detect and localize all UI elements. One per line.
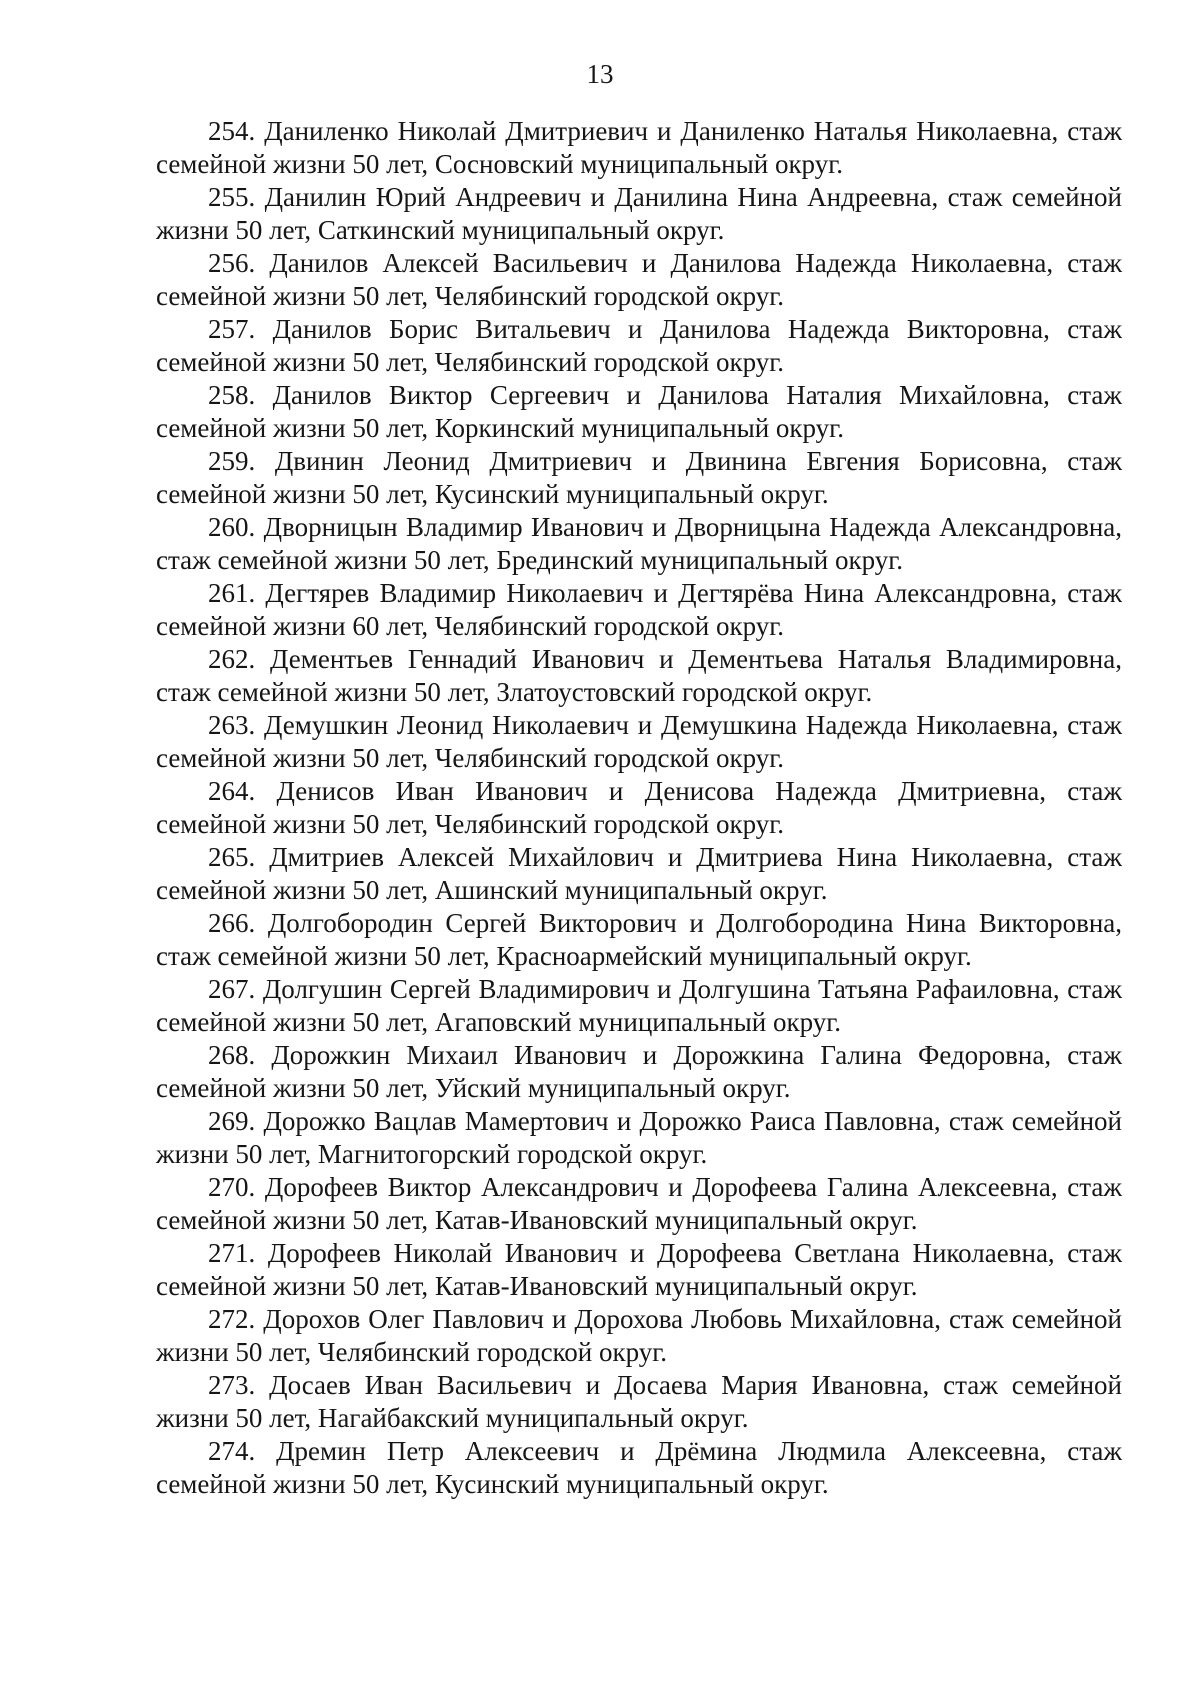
list-item bbox=[156, 247, 1122, 313]
item-number: 262. bbox=[208, 644, 256, 674]
list-item bbox=[156, 115, 1122, 181]
list-item bbox=[156, 1435, 1122, 1501]
item-text: Дементьев Геннадий Иванович и Дементьева Наталья Владимировна, стаж семейной жизни 50 лет, Златоустовский городской округ. bbox=[156, 644, 1122, 707]
item-number: 273. bbox=[208, 1370, 256, 1400]
list-item bbox=[156, 313, 1122, 379]
item-number: 257. bbox=[208, 314, 256, 344]
item-number: 268. bbox=[208, 1040, 256, 1070]
item-text: Двинин Леонид Дмитриевич и Двинина Евгения Борисовна, стаж семейной жизни 50 лет, Кусинский муниципальный округ. bbox=[156, 446, 1123, 509]
list-item bbox=[156, 775, 1122, 841]
item-number: 259. bbox=[208, 446, 256, 476]
list-item bbox=[156, 1171, 1122, 1237]
item-number: 266. bbox=[208, 908, 256, 938]
list-item bbox=[156, 577, 1122, 643]
list-item bbox=[156, 511, 1122, 577]
item-number: 258. bbox=[208, 380, 256, 410]
list-item bbox=[156, 1105, 1122, 1171]
item-text: Дворницын Владимир Иванович и Дворницына Надежда Александровна, стаж семейной жизни 50 лет, Брединский муниципальный округ. bbox=[156, 512, 1122, 575]
item-text: Дмитриев Алексей Михайлович и Дмитриева Нина Николаевна, стаж семейной жизни 50 лет, Ашинский муниципальный округ. bbox=[156, 842, 1122, 905]
item-text: Долгобородин Сергей Викторович и Долгобородина Нина Викторовна, стаж семейной жизни 50 лет, Красноармейский муниципальный округ. bbox=[156, 908, 1123, 971]
item-text: Денисов Иван Иванович и Денисова Надежда Дмитриевна, стаж семейной жизни 50 лет, Челябинский городской округ. bbox=[156, 776, 1122, 839]
list-item bbox=[156, 445, 1122, 511]
award-list bbox=[156, 115, 1122, 1501]
list-item bbox=[156, 379, 1122, 445]
list-item bbox=[156, 643, 1122, 709]
item-text: Данилов Борис Витальевич и Данилова Надежда Викторовна, стаж семейной жизни 50 лет, Челябинский городской округ. bbox=[156, 314, 1123, 377]
list-item bbox=[156, 181, 1122, 247]
item-text: Даниленко Николай Дмитриевич и Даниленко Наталья Николаевна, стаж семейной жизни 50 лет, Сосновский муниципальный округ. bbox=[156, 116, 1123, 179]
item-number: 260. bbox=[208, 512, 256, 542]
item-number: 271. bbox=[208, 1238, 256, 1268]
item-text: Данилин Юрий Андреевич и Данилина Нина Андреевна, стаж семейной жизни 50 лет, Саткинский муниципальный округ. bbox=[156, 182, 1122, 245]
item-number: 267. bbox=[208, 974, 256, 1004]
item-number: 265. bbox=[208, 842, 256, 872]
item-number: 254. bbox=[208, 116, 256, 146]
item-text: Данилов Виктор Сергеевич и Данилова Наталия Михайловна, стаж семейной жизни 50 лет, Коркинский муниципальный округ. bbox=[156, 380, 1122, 443]
item-text: Дорохов Олег Павлович и Дорохова Любовь Михайловна, стаж семейной жизни 50 лет, Челябинский городской округ. bbox=[156, 1304, 1122, 1367]
item-number: 255. bbox=[208, 182, 256, 212]
item-text: Дремин Петр Алексеевич и Дрёмина Людмила Алексеевна, стаж семейной жизни 50 лет, Кусинский муниципальный округ. bbox=[156, 1436, 1123, 1499]
list-item bbox=[156, 1039, 1122, 1105]
list-item bbox=[156, 841, 1122, 907]
item-number: 274. bbox=[208, 1436, 256, 1466]
item-text: Дорожко Вацлав Мамертович и Дорожко Раиса Павловна, стаж семейной жизни 50 лет, Магнитогорский городской округ. bbox=[156, 1106, 1122, 1169]
item-number: 263. bbox=[208, 710, 256, 740]
item-number: 270. bbox=[208, 1172, 256, 1202]
item-text: Долгушин Сергей Владимирович и Долгушина Татьяна Рафаиловна, стаж семейной жизни 50 лет, Агаповский муниципальный округ. bbox=[156, 974, 1122, 1037]
list-item bbox=[156, 973, 1122, 1039]
item-text: Дорофеев Николай Иванович и Дорофеева Светлана Николаевна, стаж семейной жизни 50 лет, Катав-Ивановский муниципальный округ. bbox=[156, 1238, 1122, 1301]
list-item bbox=[156, 907, 1122, 973]
item-number: 256. bbox=[208, 248, 256, 278]
item-text: Досаев Иван Васильевич и Досаева Мария Ивановна, стаж семейной жизни 50 лет, Нагайбакский муниципальный округ. bbox=[156, 1370, 1123, 1433]
list-item bbox=[156, 1303, 1122, 1369]
item-text: Демушкин Леонид Николаевич и Демушкина Надежда Николаевна, стаж семейной жизни 50 лет, Челябинский городской округ. bbox=[156, 710, 1122, 773]
list-item bbox=[156, 709, 1122, 775]
item-number: 269. bbox=[208, 1106, 256, 1136]
item-text: Дегтярев Владимир Николаевич и Дегтярёва Нина Александровна, стаж семейной жизни 60 лет, Челябинский городской округ. bbox=[156, 578, 1123, 641]
page-number: 13 bbox=[586, 59, 614, 89]
item-text: Дорожкин Михаил Иванович и Дорожкина Галина Федоровна, стаж семейной жизни 50 лет, Уйский муниципальный округ. bbox=[156, 1040, 1122, 1103]
item-text: Дорофеев Виктор Александрович и Дорофеева Галина Алексеевна, стаж семейной жизни 50 лет, Катав-Ивановский муниципальный округ. bbox=[156, 1172, 1122, 1235]
list-item bbox=[156, 1369, 1122, 1435]
list-item bbox=[156, 1237, 1122, 1303]
item-text: Данилов Алексей Васильевич и Данилова Надежда Николаевна, стаж семейной жизни 50 лет, Челябинский городской округ. bbox=[156, 248, 1122, 311]
item-number: 261. bbox=[208, 578, 256, 608]
item-number: 272. bbox=[208, 1304, 256, 1334]
item-number: 264. bbox=[208, 776, 256, 806]
